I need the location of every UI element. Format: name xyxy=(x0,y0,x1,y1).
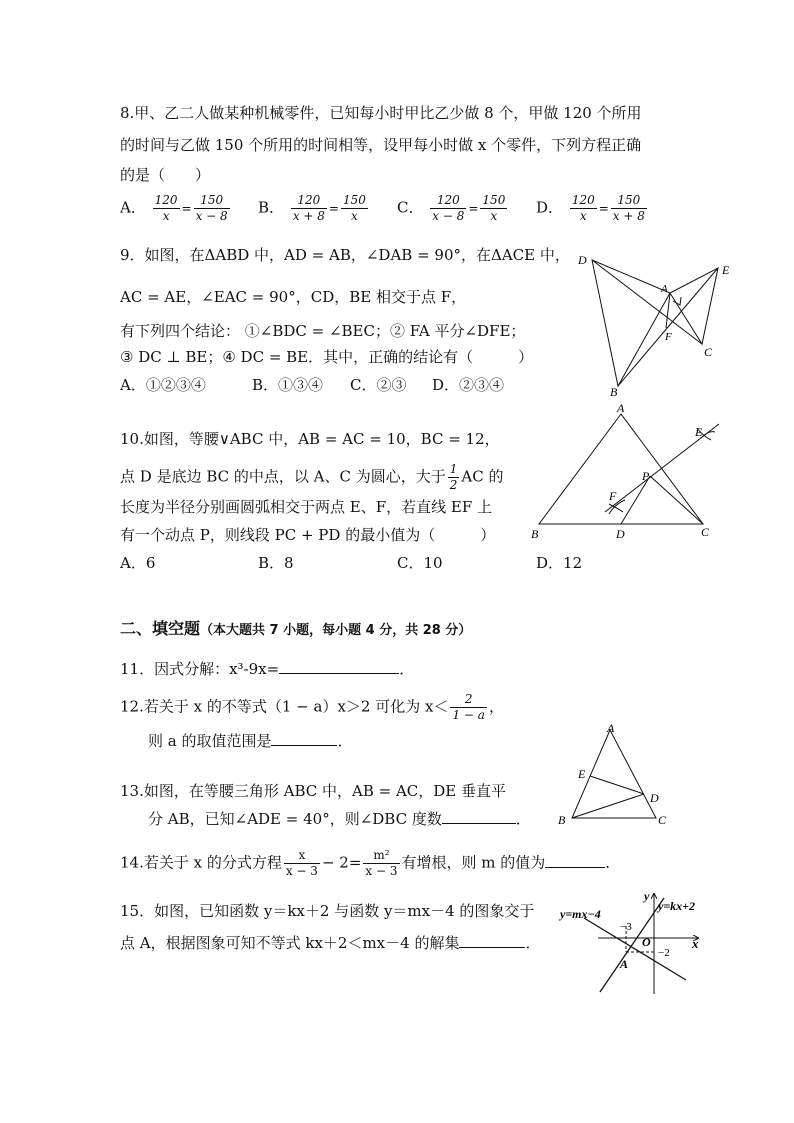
label-a: A xyxy=(661,283,668,295)
triangle-abc xyxy=(539,414,703,524)
triangle-abd xyxy=(592,260,670,386)
q13-figure xyxy=(552,718,682,830)
label-f: F xyxy=(665,331,672,343)
line-mx-minus-4 xyxy=(584,918,686,980)
label-minus-2: −2 xyxy=(658,947,670,959)
segment-pd xyxy=(621,476,650,524)
q10-option-c[interactable]: C．10 xyxy=(397,554,443,572)
label-a: A xyxy=(617,401,625,415)
segment-dc xyxy=(592,260,702,344)
q15-figure xyxy=(558,890,718,996)
label-y-mx-4: y=mx−4 xyxy=(560,907,601,921)
label-minus-3: −3 xyxy=(620,921,632,933)
q8-option-c[interactable]: C． $\frac{120}{x - 8}$ = $\frac{150}{x}$ xyxy=(397,193,506,223)
q12-line1: 12.若关于 x 的不等式（1 − a）x＞2 可化为 x＜ $\frac{2}{1 - a}$ ， xyxy=(120,692,504,722)
label-b: B xyxy=(558,813,566,827)
q8-line1: 8.甲、乙二人做某种机械零件，已知每小时甲比乙少做 8 个，甲做 120 个所用 xyxy=(120,104,642,122)
q9-line4: ③ DC ⊥ BE；④ DC = BE．其中，正确的结论有（ ） xyxy=(120,348,534,366)
label-b: B xyxy=(610,385,618,399)
q15-line1: 15．如图，已知函数 y＝kx＋2 与函数 y＝mx－4 的图象交于 xyxy=(120,902,535,920)
label-e: E xyxy=(695,425,703,439)
section-title: 二、填空题 xyxy=(120,619,201,638)
q11-answer-blank[interactable] xyxy=(279,659,399,674)
segment-be xyxy=(618,268,718,386)
label-y: y xyxy=(644,890,650,903)
q10-option-d[interactable]: D．12 xyxy=(536,554,583,572)
q12-answer-blank[interactable] xyxy=(271,731,337,746)
q13-line1: 13.如图，在等腰三角形 ABC 中，AB = AC，DE 垂直平 xyxy=(120,782,507,800)
q10-line2: 点 D 是底边 BC 的中点，以 A、C 为圆心，大于 $\frac{1}{2}$ AC 的 xyxy=(120,462,504,492)
q10-figure xyxy=(525,400,725,545)
label-d: D xyxy=(650,791,659,805)
label-c: C xyxy=(704,345,713,359)
segment-bd xyxy=(572,794,644,818)
triangle-ace xyxy=(670,268,718,344)
q15-answer-blank[interactable] xyxy=(459,933,525,948)
q8-option-d[interactable]: D． $\frac{120}{x}$ = $\frac{150}{x + 8}$ xyxy=(536,193,645,223)
label-e: E xyxy=(578,767,586,781)
label-e: E xyxy=(722,263,730,277)
label-y-kx-2: y=kx+2 xyxy=(658,899,696,913)
q13-answer-blank[interactable] xyxy=(442,809,516,824)
q9-line2: AC = AE，∠EAC = 90°，CD，BE 相交于点 F， xyxy=(120,288,467,306)
label-point-a: A xyxy=(620,957,629,971)
q12-line2: 则 a 的取值范围是 ． xyxy=(148,732,353,750)
label-b: B xyxy=(531,527,539,541)
label-a: A xyxy=(607,721,615,735)
q9-option-d[interactable]: D．②③④ xyxy=(432,376,505,394)
q15-line2: 点 A，根据图象可知不等式 kx＋2＜mx－4 的解集 ． xyxy=(120,934,541,952)
q14-answer-blank[interactable] xyxy=(545,853,605,868)
section-note: （本大题共 7 小题，每小题 4 分，共 28 分） xyxy=(200,623,472,638)
q11: 11．因式分解：x³-9x= ． xyxy=(120,660,415,678)
segment-pc xyxy=(650,476,703,524)
label-d: D xyxy=(616,527,625,541)
label-d: D xyxy=(578,253,587,267)
q10-line1: 10.如图，等腰∨ABC 中，AB = AC = 10，BC = 12， xyxy=(120,430,500,448)
q9-line1: 9．如图，在ΔABD 中，AD = AB，∠DAB = 90°，在ΔACE 中， xyxy=(120,246,570,264)
q9-figure xyxy=(570,248,740,400)
label-c: C xyxy=(658,813,667,827)
q8-option-b[interactable]: B． $\frac{120}{x + 8}$ = $\frac{150}{x}$ xyxy=(258,193,366,223)
q9-option-b[interactable]: B．①③④ xyxy=(252,376,324,394)
label-c: C xyxy=(701,525,710,539)
section-heading xyxy=(120,616,471,639)
q9-option-c[interactable]: C．②③ xyxy=(350,376,407,394)
q10-line3: 长度为半径分别画圆弧相交于两点 E、F，若直线 EF 上 xyxy=(120,498,493,516)
label-origin: O xyxy=(642,935,651,949)
q10-option-a[interactable]: A．6 xyxy=(120,554,156,572)
q9-option-a[interactable]: A．①②③④ xyxy=(120,376,206,394)
q14: 14.若关于 x 的分式方程 $\frac{x}{x - 3}$ − 2= $\frac{\text{m²}}{x - 3}$ 有增根，则 m 的值为 ． xyxy=(120,848,621,878)
q10-option-b[interactable]: B．8 xyxy=(258,554,294,572)
q8-line2: 的时间与乙做 150 个所用的时间相等，设甲每小时做 x 个零件，下列方程正确 xyxy=(120,136,642,154)
right-angle-mark xyxy=(673,297,681,305)
q8-option-a[interactable]: A． $\frac{120}{x}$ = $\frac{150}{x - 8}$ xyxy=(120,193,228,223)
label-f: F xyxy=(609,489,617,503)
q13-line2: 分 AB，已知∠ADE = 40°，则∠DBC 度数 ． xyxy=(148,810,531,828)
q8-line3: 的是（ ） xyxy=(120,166,211,184)
label-x: x xyxy=(692,936,699,951)
label-p: P xyxy=(642,469,650,483)
q10-line4: 有一个动点 P，则线段 PC + PD 的最小值为（ ） xyxy=(120,526,496,544)
q9-line3: 有下列四个结论： ①∠BDC = ∠BEC；② FA 平分∠DFE； xyxy=(120,322,526,340)
